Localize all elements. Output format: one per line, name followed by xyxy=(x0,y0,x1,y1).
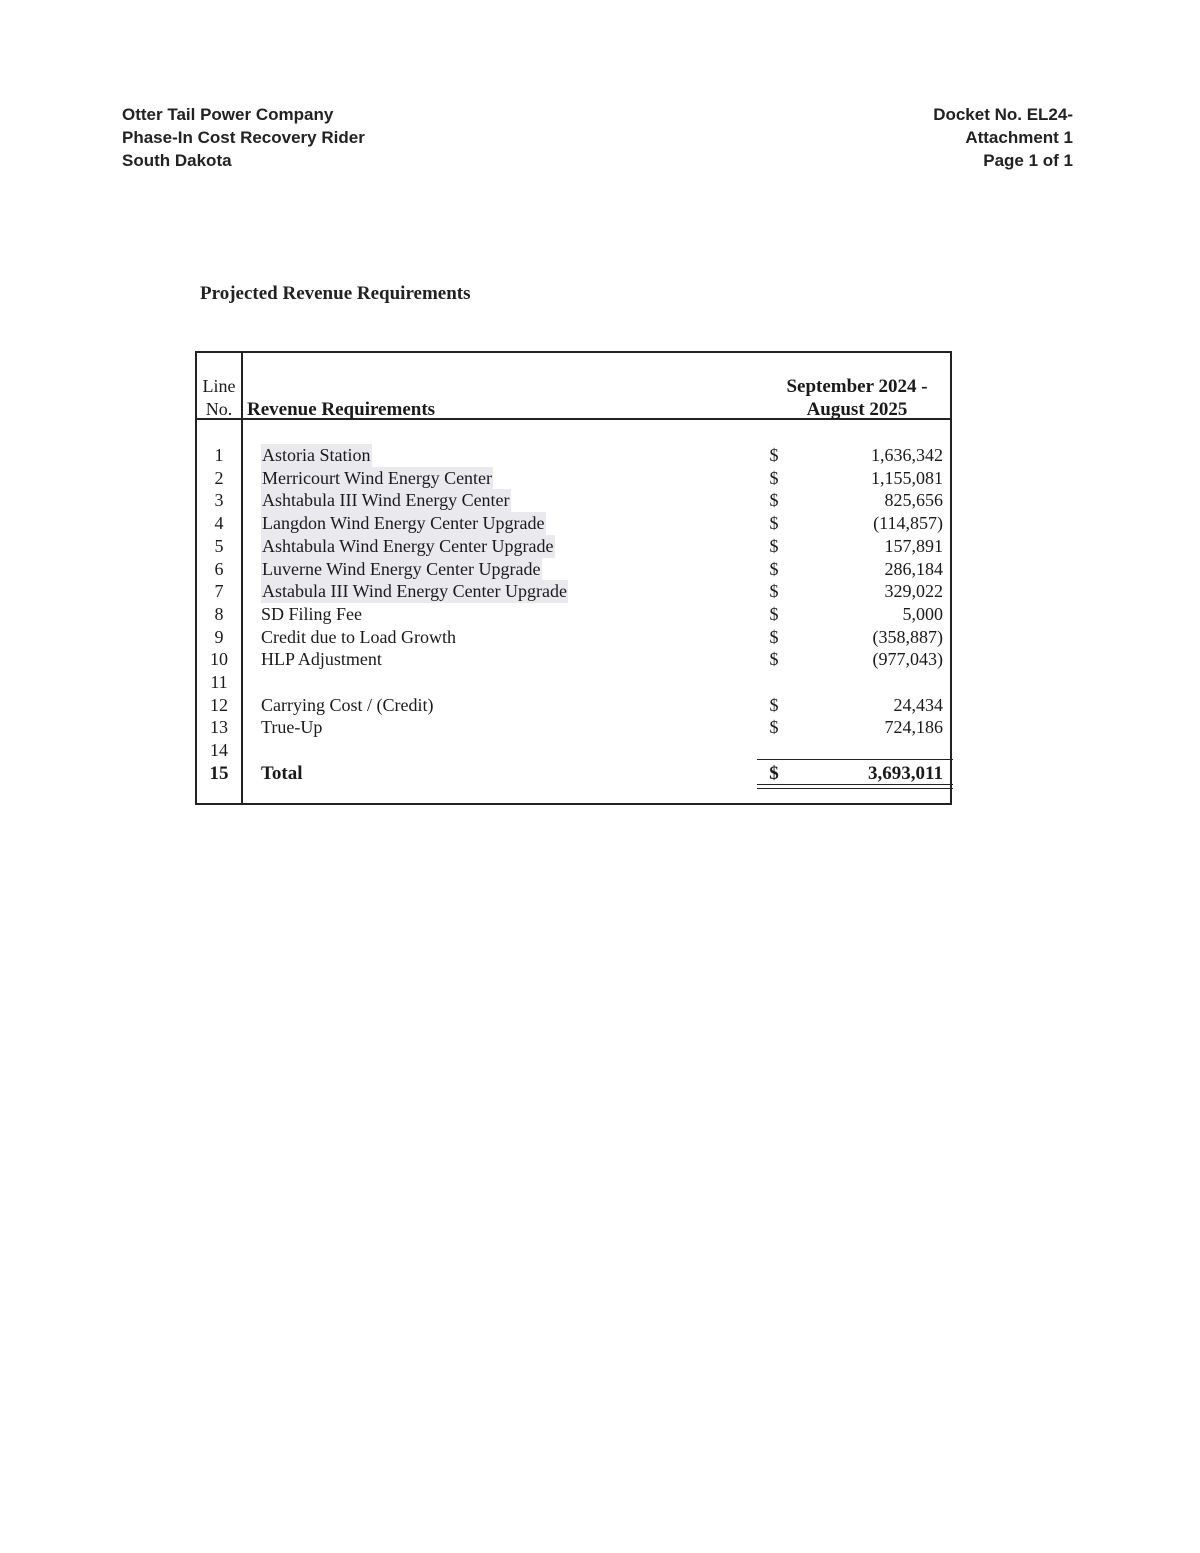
table-row xyxy=(197,444,950,467)
line-description: Credit due to Load Growth xyxy=(261,626,456,647)
line-number: 14 xyxy=(210,740,228,761)
line-amount: 329,022 xyxy=(884,581,943,602)
section-title: Projected Revenue Requirements xyxy=(200,283,471,304)
line-amount: 1,636,342 xyxy=(871,445,943,465)
line-description: Ashtabula III Wind Energy Center xyxy=(262,490,510,511)
revenue-requirements-header: Revenue Requirements xyxy=(247,399,436,420)
docket-number: Docket No. EL24- xyxy=(933,105,1073,124)
table-row xyxy=(197,558,950,581)
line-number: 12 xyxy=(210,694,228,715)
line-number: 3 xyxy=(214,490,224,511)
line-amount: (358,887) xyxy=(872,626,943,647)
table-row xyxy=(197,535,950,558)
line-description: Luverne Wind Energy Center Upgrade xyxy=(262,558,541,579)
currency-symbol: $ xyxy=(769,581,779,602)
table-row xyxy=(197,671,950,694)
total-top-rule xyxy=(757,759,953,760)
line-amount: 825,656 xyxy=(884,490,943,511)
company-name: Otter Tail Power Company xyxy=(122,105,334,124)
table-row xyxy=(197,512,950,535)
period-header xyxy=(757,375,957,421)
line-number: 7 xyxy=(214,581,224,602)
table-row xyxy=(197,694,950,717)
line-header-text: Line xyxy=(202,376,236,396)
line-amount: (977,043) xyxy=(872,649,943,670)
currency-symbol: $ xyxy=(769,490,779,511)
currency-symbol: $ xyxy=(769,445,779,465)
line-amount: 24,434 xyxy=(893,694,943,715)
line-number: 8 xyxy=(214,603,224,624)
currency-symbol: $ xyxy=(769,717,779,738)
rider-name: Phase-In Cost Recovery Rider xyxy=(122,128,365,147)
attachment-label: Attachment 1 xyxy=(965,128,1073,147)
line-number: 9 xyxy=(214,626,224,647)
line-number: 15 xyxy=(209,762,229,784)
line-no-header xyxy=(197,375,241,421)
line-description: Merricourt Wind Energy Center xyxy=(262,467,493,488)
currency-symbol: $ xyxy=(769,649,779,670)
line-amount: 3,693,011 xyxy=(868,762,943,784)
table-row xyxy=(197,648,950,671)
line-description: Langdon Wind Energy Center Upgrade xyxy=(262,513,545,534)
header-left xyxy=(122,103,365,172)
line-number: 2 xyxy=(214,467,224,488)
no-header-text: No. xyxy=(205,399,233,419)
line-description: Total xyxy=(261,762,303,784)
table-row xyxy=(197,580,950,603)
line-number: 4 xyxy=(214,513,224,534)
line-description: True-Up xyxy=(261,717,323,738)
line-number: 5 xyxy=(214,535,224,556)
table-row xyxy=(197,489,950,512)
line-amount: 5,000 xyxy=(902,603,943,624)
currency-symbol: $ xyxy=(769,694,779,715)
table-row xyxy=(197,626,950,649)
line-number: 10 xyxy=(210,649,228,670)
table-row xyxy=(197,716,950,739)
line-amount: (114,857) xyxy=(873,513,943,534)
line-amount: 157,891 xyxy=(884,535,943,556)
line-number: 13 xyxy=(210,717,228,738)
line-number: 1 xyxy=(214,445,224,465)
line-number: 6 xyxy=(214,558,224,579)
revenue-requirements-table xyxy=(195,351,952,805)
currency-symbol: $ xyxy=(769,535,779,556)
total-row xyxy=(197,762,950,785)
line-amount: 286,184 xyxy=(884,558,943,579)
currency-symbol: $ xyxy=(769,513,779,534)
currency-symbol: $ xyxy=(769,558,779,579)
currency-symbol: $ xyxy=(769,603,779,624)
currency-symbol: $ xyxy=(769,626,779,647)
period-header-line1: September 2024 - xyxy=(786,376,928,397)
line-description: Ashtabula Wind Energy Center Upgrade xyxy=(262,535,554,556)
period-header-line2: August 2025 xyxy=(806,399,908,420)
line-description: HLP Adjustment xyxy=(261,649,382,670)
line-description: Astoria Station xyxy=(262,445,371,465)
state-name: South Dakota xyxy=(122,151,232,170)
table-row xyxy=(197,467,950,490)
currency-symbol: $ xyxy=(769,762,779,784)
currency-symbol: $ xyxy=(769,467,779,488)
line-amount: 724,186 xyxy=(884,717,943,738)
table-row xyxy=(197,603,950,626)
line-number: 11 xyxy=(210,672,228,692)
line-description: SD Filing Fee xyxy=(261,603,363,624)
page-number: Page 1 of 1 xyxy=(983,151,1073,170)
line-description: Astabula III Wind Energy Center Upgrade xyxy=(262,581,568,602)
total-double-rule-1 xyxy=(757,784,953,785)
header-right xyxy=(933,103,1073,172)
total-double-rule-2 xyxy=(757,788,953,789)
line-description: Carrying Cost / (Credit) xyxy=(261,694,434,715)
line-amount: 1,155,081 xyxy=(871,467,943,488)
